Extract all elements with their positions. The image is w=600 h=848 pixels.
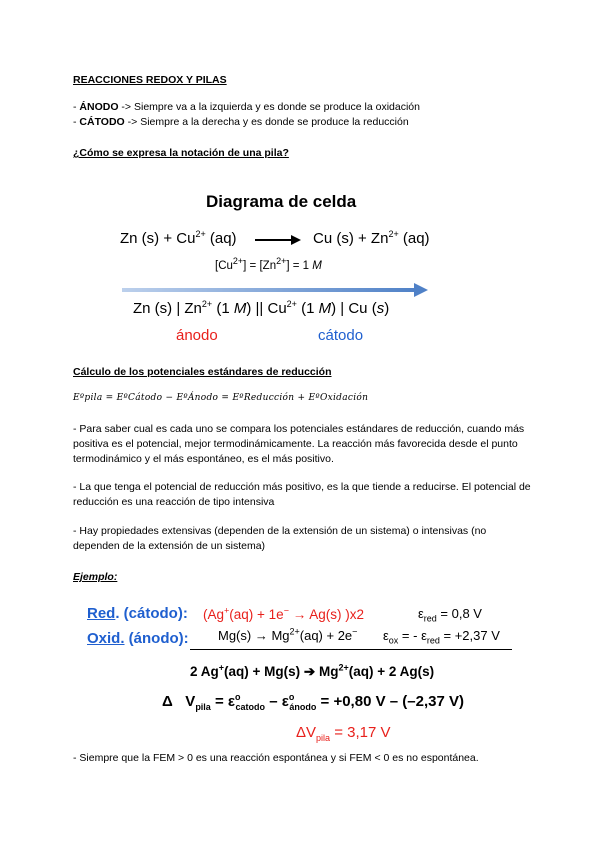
cathode-label: cátodo — [318, 327, 364, 344]
definition-anode: - ÁNODO -> Siempre va a la izquierda y es donde se produce la oxidación — [73, 101, 420, 113]
diagram-concentration: $[Cu^{2+}] = [Zn^{2+}] = 1$ M — [215, 256, 322, 272]
cell-potential-equation: Δ $V_{pila} = \varepsilon^o_{catodo} - \varepsilon^o_{ánodo} = +0,80$ V – (–2,37 V) — [162, 692, 464, 712]
page-title: REACCIONES REDOX Y PILAS — [73, 74, 227, 86]
cell-notation: Zn (s) | $Zn^{2+}$ (1 M) || $Cu^{2+}$ (1 M) | Cu (s) — [133, 299, 390, 317]
anode-term: ÁNODO — [79, 101, 119, 113]
definition-cathode: - CÁTODO -> Siempre a la derecha y es donde se produce la reducción — [73, 116, 409, 128]
notation-heading: ¿Cómo se expresa la notación de una pila? — [73, 147, 289, 159]
diagram-title: Diagrama de celda — [206, 192, 357, 211]
overall-reaction: 2 Ag+(aq) + Mg(s) ➔ $Mg^{2+}(aq) + 2$ Ag(s) — [190, 662, 435, 679]
paragraph-properties: - Hay propiedades extensivas (dependen de la extensión de un sistema) o intensivas (no dependen de la extensión de un sistema) — [73, 525, 487, 552]
footer-note: - Siempre que la FEM > 0 es una reacción espontánea y si FEM < 0 es no espontánea. — [73, 752, 479, 764]
anode-label: ánodo — [176, 327, 218, 344]
oxidation-label: Oxid. (ánodo): — [87, 630, 189, 647]
oxidation-potential: $\varepsilon_{ox}$ = - $\varepsilon_{red} = +2,37$ V — [383, 628, 500, 646]
diagram-reaction-right: Cu $(s) + Zn^{2+}$ (aq) — [313, 229, 430, 247]
cell-potential-result: $\Delta V_{pila} = 3,17$ V — [296, 724, 391, 743]
reaction-arrow-icon — [255, 234, 301, 246]
diagram-reaction-left: Zn $(s) + Cu^{2+}$ (aq) — [120, 229, 237, 247]
example-heading: Ejemplo: — [73, 571, 118, 583]
reduction-potential: $\varepsilon_{red} = 0,8$ V — [418, 606, 482, 624]
potentials-heading: Cálculo de los potenciales estándares de reducción — [73, 366, 332, 378]
oxidation-reaction: $Mg(s) \to Mg^{2+}(aq) + 2e^-$ — [218, 626, 358, 643]
reduction-reaction: (Ag+(aq) + 1e− → Ag(s) )x2 — [203, 605, 364, 622]
reduction-label: Red. (cátodo): — [87, 605, 188, 622]
sum-divider — [190, 649, 512, 650]
paragraph-reduction: - La que tenga el potencial de reducción más positivo, es la que tiende a reducirse. El potencial de reducción es una reacción de tipo intensiva — [73, 481, 531, 508]
cell-direction-arrow-icon — [122, 282, 428, 298]
paragraph-comparison: - Para saber cual es cada uno se compara los potenciales estándares de reducción, cuando más positiva es el potencial, mejor termodinámicamente. La reacción más favorecida desde el punto termodinámico y el más espontáneo, es el más positivo. — [73, 423, 525, 465]
potential-formula: Eºpila = EºCátodo − EºÁnodo = EºReducción + EºOxidación — [73, 393, 369, 403]
cathode-term: CÁTODO — [79, 116, 125, 128]
